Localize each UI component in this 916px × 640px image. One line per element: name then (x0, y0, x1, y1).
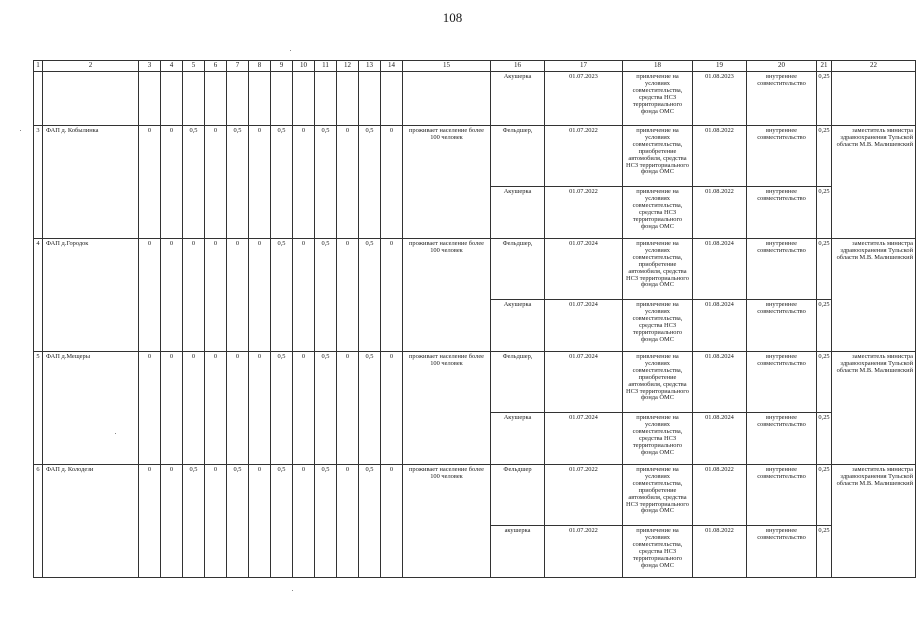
value-cell: 0,5 (271, 465, 293, 578)
conditions: привлечение на условиях совместительства, средства НСЗ территориального фонда ОМС (623, 300, 693, 352)
facility-row (34, 126, 916, 187)
conditions: привлечение на условиях совместительства, приобретение автомобиля, средства НСЗ территориального фонда ОМС (623, 126, 693, 187)
employment-type: внутреннее совместительство (747, 239, 817, 300)
empty-cell (381, 72, 403, 126)
value-cell: 0 (381, 239, 403, 352)
employment-type: внутреннее совместительство (747, 300, 817, 352)
value-cell: 0 (183, 352, 205, 465)
value-cell: 0 (293, 239, 315, 352)
value-cell: 0,5 (359, 126, 381, 239)
header-cell: 9 (271, 61, 293, 72)
value-cell: 0,5 (271, 352, 293, 465)
residents-note: проживает население более 100 человек (403, 465, 491, 578)
header-cell: 15 (403, 61, 491, 72)
facility-name: ФАП д.Мещеры (43, 352, 139, 465)
header-cell: 12 (337, 61, 359, 72)
value-cell: 0 (205, 352, 227, 465)
value-cell: 0,5 (183, 465, 205, 578)
conditions: привлечение на условиях совместительства, средства НСЗ территориального фонда ОМС (623, 187, 693, 239)
staff-position: Фельдшер, (491, 352, 545, 413)
value-cell: 0,5 (315, 465, 337, 578)
value-cell: 0 (161, 465, 183, 578)
conditions: привлечение на условиях совместительства, приобретение автомобиля, средства НСЗ территориального фонда ОМС (623, 465, 693, 526)
value-cell: 0 (249, 126, 271, 239)
employment-type: внутреннее совместительство (747, 465, 817, 526)
header-cell: 16 (491, 61, 545, 72)
value-cell: 0 (249, 465, 271, 578)
value-cell: 0 (161, 126, 183, 239)
header-cell: 21 (817, 61, 832, 72)
scan-speck (292, 590, 293, 591)
row-number: 5 (34, 352, 43, 465)
rate: 0,25 (817, 126, 832, 187)
value-cell: 0 (337, 239, 359, 352)
facility-row (34, 352, 916, 413)
empty-cell (271, 72, 293, 126)
empty-cell (34, 72, 43, 126)
scan-speck (290, 50, 291, 51)
empty-cell (249, 72, 271, 126)
staff-position: акушерка (491, 526, 545, 578)
value-cell: 0 (293, 465, 315, 578)
date-start: 01.07.2022 (545, 126, 623, 187)
value-cell: 0 (183, 239, 205, 352)
date-end: 01.08.2022 (693, 187, 747, 239)
empty-cell (227, 72, 249, 126)
header-cell: 5 (183, 61, 205, 72)
employment-type: внутреннее совместительство (747, 126, 817, 187)
facility-row (34, 465, 916, 526)
date-end: 01.08.2024 (693, 413, 747, 465)
value-cell: 0,5 (315, 126, 337, 239)
value-cell: 0 (381, 126, 403, 239)
value-cell: 0,5 (359, 239, 381, 352)
value-cell: 0 (249, 239, 271, 352)
header-cell: 13 (359, 61, 381, 72)
facility-name: ФАП д.Городок (43, 239, 139, 352)
date-end: 01.08.2024 (693, 239, 747, 300)
employment-type: внутреннее совместительство (747, 352, 817, 413)
header-cell: 6 (205, 61, 227, 72)
header-row (34, 61, 916, 72)
conditions: привлечение на условиях совместительства, средства НСЗ территориального фонда ОМС (623, 526, 693, 578)
rate: 0,25 (817, 465, 832, 526)
responsible-person: заместитель министра здравоохранения Тульской области М.В. Малишевский (832, 126, 916, 239)
header-cell: 20 (747, 61, 817, 72)
table-body (34, 61, 916, 578)
date-end: 01.08.2023 (693, 72, 747, 126)
rate: 0,25 (817, 239, 832, 300)
employment-type: внутреннее совместительство (747, 413, 817, 465)
value-cell: 0 (293, 352, 315, 465)
page-number: 108 (442, 10, 463, 25)
staff-position: Фельдшер, (491, 239, 545, 300)
staff-position: Фельдшер (491, 465, 545, 526)
facility-name: ФАП д. Кобылинка (43, 126, 139, 239)
date-start: 01.07.2022 (545, 465, 623, 526)
rate: 0,25 (817, 413, 832, 465)
employment-type: внутреннее совместительство (747, 526, 817, 578)
value-cell: 0 (337, 126, 359, 239)
staff-position: Акушерка (491, 300, 545, 352)
empty-cell (359, 72, 381, 126)
header-cell: 10 (293, 61, 315, 72)
employment-type: внутреннее совместительство (747, 187, 817, 239)
value-cell: 0 (205, 239, 227, 352)
staffing-table (33, 60, 916, 578)
value-cell: 0 (161, 352, 183, 465)
rate: 0,25 (817, 187, 832, 239)
date-start: 01.07.2023 (545, 72, 623, 126)
date-start: 01.07.2024 (545, 413, 623, 465)
value-cell: 0 (227, 352, 249, 465)
date-end: 01.08.2022 (693, 526, 747, 578)
value-cell: 0 (205, 126, 227, 239)
staff-position: Акушерка (491, 413, 545, 465)
date-end: 01.08.2024 (693, 300, 747, 352)
empty-cell (139, 72, 161, 126)
header-cell: 17 (545, 61, 623, 72)
conditions: привлечение на условиях совместительства, средства НСЗ территориального фонда ОМС (623, 413, 693, 465)
value-cell: 0 (337, 352, 359, 465)
date-start: 01.07.2024 (545, 239, 623, 300)
date-start: 01.07.2024 (545, 352, 623, 413)
residents-note: проживает население более 100 человек (403, 239, 491, 352)
staff-position: Акушерка (491, 72, 545, 126)
value-cell: 0 (381, 352, 403, 465)
staff-position: Акушерка (491, 187, 545, 239)
row-number: 4 (34, 239, 43, 352)
value-cell: 0 (249, 352, 271, 465)
empty-cell (43, 72, 139, 126)
value-cell: 0,5 (227, 126, 249, 239)
date-end: 01.08.2022 (693, 126, 747, 187)
empty-cell (403, 72, 491, 126)
empty-cell (337, 72, 359, 126)
header-cell: 18 (623, 61, 693, 72)
value-cell: 0 (381, 465, 403, 578)
value-cell: 0,5 (359, 465, 381, 578)
header-cell: 7 (227, 61, 249, 72)
scan-speck (115, 433, 116, 434)
scan-speck (20, 130, 21, 131)
empty-cell (315, 72, 337, 126)
rate: 0,25 (817, 72, 832, 126)
facility-row (34, 239, 916, 300)
value-cell: 0,5 (271, 239, 293, 352)
rate: 0,25 (817, 300, 832, 352)
conditions: привлечение на условиях совместительства, приобретение автомобиля, средства НСЗ территориального фонда ОМС (623, 352, 693, 413)
row-number: 3 (34, 126, 43, 239)
empty-cell (161, 72, 183, 126)
header-cell: 8 (249, 61, 271, 72)
value-cell: 0 (139, 352, 161, 465)
value-cell: 0 (227, 239, 249, 352)
empty-cell (205, 72, 227, 126)
value-cell: 0 (205, 465, 227, 578)
row-number: 6 (34, 465, 43, 578)
empty-cell (293, 72, 315, 126)
header-cell: 1 (34, 61, 43, 72)
date-end: 01.08.2024 (693, 352, 747, 413)
date-start: 01.07.2024 (545, 300, 623, 352)
continuation-row (34, 72, 916, 126)
date-end: 01.08.2022 (693, 465, 747, 526)
date-start: 01.07.2022 (545, 187, 623, 239)
responsible-person: заместитель министра здравоохранения Тульской области М.В. Малишевский (832, 239, 916, 352)
header-cell: 11 (315, 61, 337, 72)
value-cell: 0 (337, 465, 359, 578)
residents-note: проживает население более 100 человек (403, 126, 491, 239)
employment-type: внутреннее совместительство (747, 72, 817, 126)
empty-cell (183, 72, 205, 126)
header-cell: 4 (161, 61, 183, 72)
value-cell: 0,5 (315, 239, 337, 352)
value-cell: 0 (139, 465, 161, 578)
date-start: 01.07.2022 (545, 526, 623, 578)
value-cell: 0 (293, 126, 315, 239)
value-cell: 0,5 (183, 126, 205, 239)
residents-note: проживает население более 100 человек (403, 352, 491, 465)
value-cell: 0 (139, 126, 161, 239)
empty-cell (832, 72, 916, 126)
header-cell: 19 (693, 61, 747, 72)
value-cell: 0 (161, 239, 183, 352)
header-cell: 22 (832, 61, 916, 72)
responsible-person: заместитель министра здравоохранения Тульской области М.В. Малишевский (832, 352, 916, 465)
rate: 0,25 (817, 352, 832, 413)
value-cell: 0,5 (271, 126, 293, 239)
rate: 0,25 (817, 526, 832, 578)
conditions: привлечение на условиях совместительства, приобретение автомобиля, средства НСЗ территориального фонда ОМС (623, 239, 693, 300)
facility-name: ФАП д. Колодези (43, 465, 139, 578)
value-cell: 0,5 (359, 352, 381, 465)
responsible-person: заместитель министра здравоохранения Тульской области М.В. Малишевский (832, 465, 916, 578)
staff-position: Фельдшер, (491, 126, 545, 187)
value-cell: 0 (139, 239, 161, 352)
header-cell: 3 (139, 61, 161, 72)
value-cell: 0,5 (315, 352, 337, 465)
conditions: привлечение на условиях совместительства, средства НСЗ территориального фонда ОМС (623, 72, 693, 126)
value-cell: 0,5 (227, 465, 249, 578)
header-cell: 14 (381, 61, 403, 72)
header-cell: 2 (43, 61, 139, 72)
